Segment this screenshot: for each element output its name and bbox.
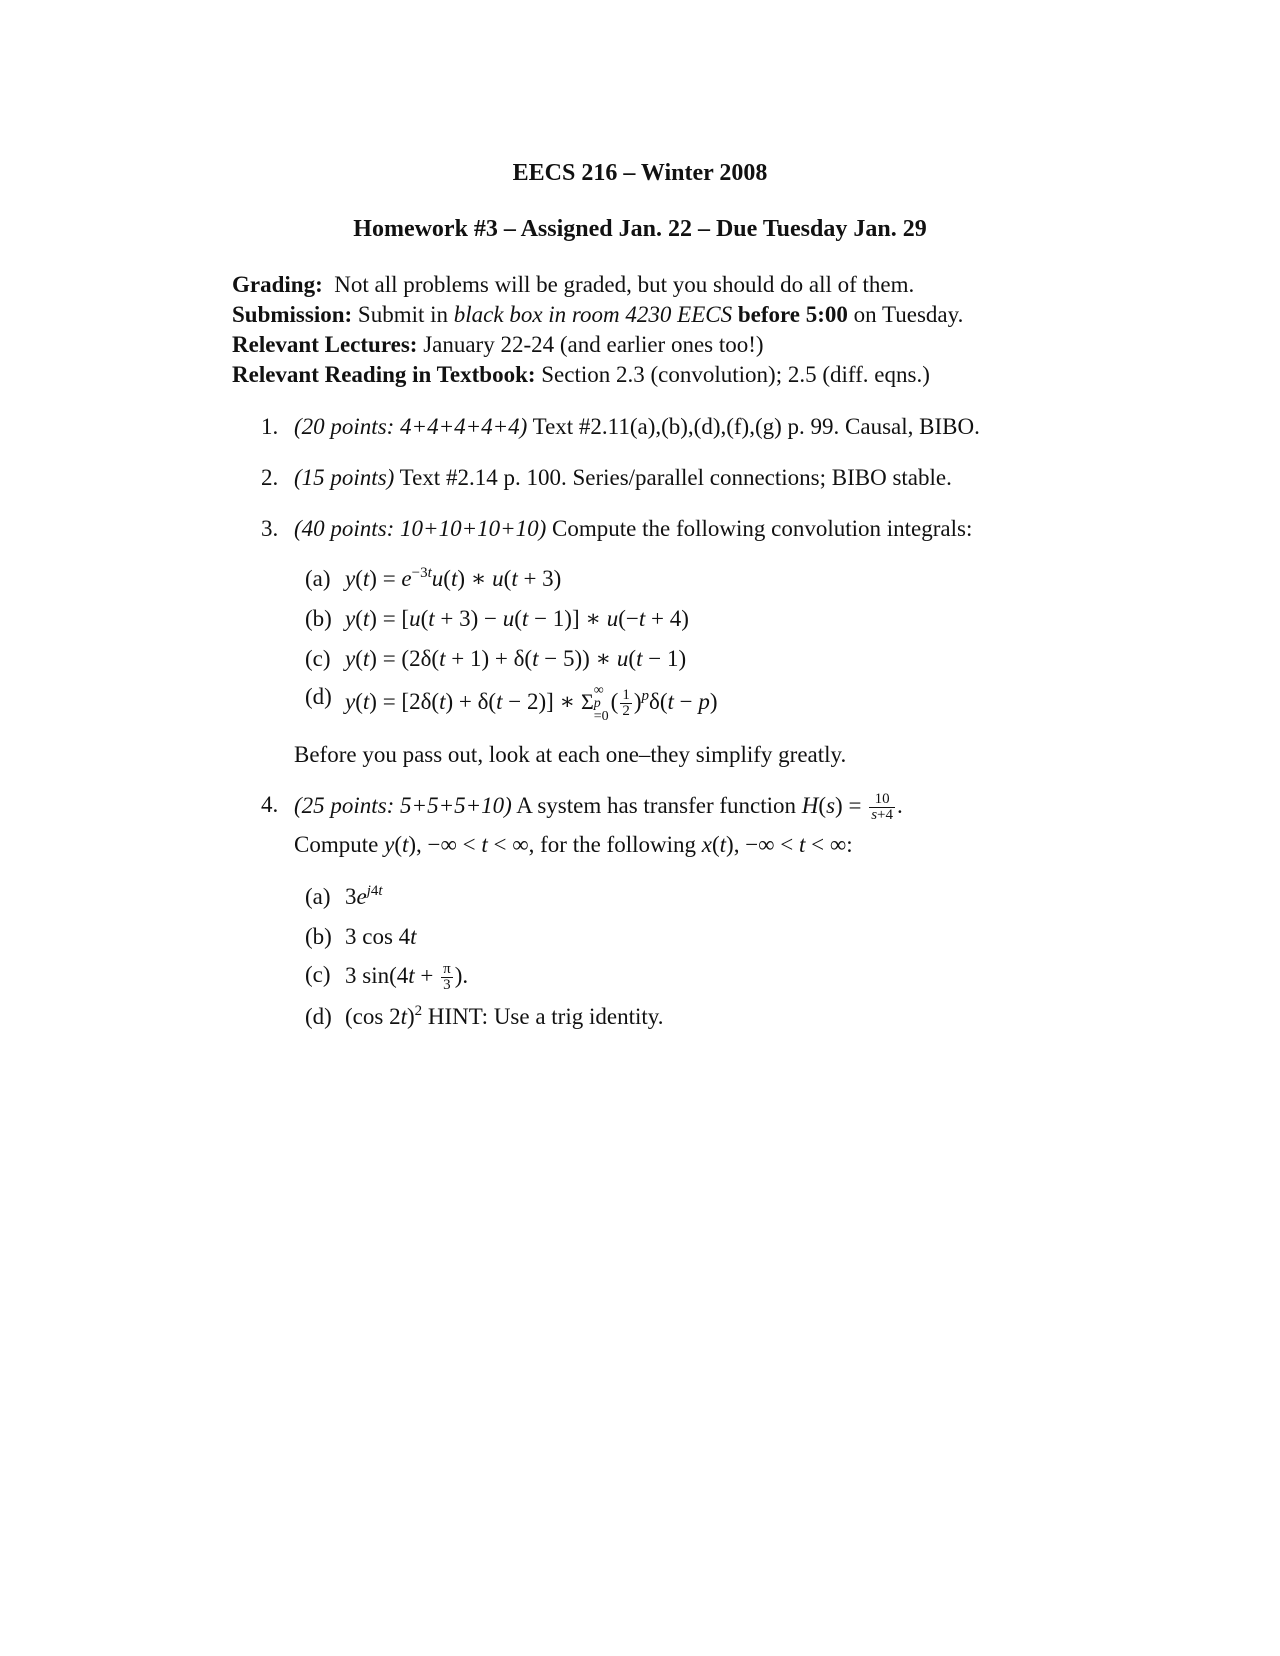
course-title: EECS 216 – Winter 2008 <box>512 160 768 186</box>
part-label: (d) <box>305 1004 332 1029</box>
reading-label: Relevant Reading in Textbook: <box>232 362 536 387</box>
math-expression: y(t) = [u(t + 3) − u(t − 1)] ∗ u(−t + 4) <box>345 606 689 631</box>
part-label: (c) <box>305 646 331 671</box>
problem-number: 1. <box>261 414 279 439</box>
problem-points: (20 points: 4+4+4+4+4) <box>294 414 528 439</box>
problem-4-line2 <box>294 832 853 858</box>
submission-time: before 5:00 <box>737 302 848 327</box>
reading-line <box>232 360 930 390</box>
math-expression: y(t) = [2δ(t) + δ(t − 2)] ∗ Σ ∞ p =0 ( $\frac{1}{2}$ )$^p$δ(t − p) <box>345 683 718 724</box>
problem-number: 2. <box>261 465 279 490</box>
math-expression: $y(t) = e^{-3t}u(t)$ ∗ u(t + 3) <box>345 565 562 591</box>
compute-label: Compute <box>294 832 379 857</box>
problem-points: (40 points: 10+10+10+10) <box>294 516 547 541</box>
part-label: (c) <box>305 962 331 987</box>
problem-points: (15 points) <box>294 465 395 490</box>
problem-points: (25 points: 5+5+5+10) <box>294 792 512 818</box>
submission-label: Submission: <box>232 302 353 327</box>
reading-text: Section 2.3 (convolution); 2.5 (diff. eqns.) <box>541 362 930 387</box>
problem-text: Text #2.11(a),(b),(d),(f),(g) p. 99. Causal, BIBO. <box>532 414 980 439</box>
problem-number: 4. <box>261 792 279 817</box>
problem-number: 3. <box>261 516 279 541</box>
submission-line <box>232 300 963 330</box>
grading-label: Grading: <box>232 272 323 297</box>
math-expression: $3e^{j4t}$ <box>345 883 383 909</box>
problem-text: Compute the following convolution integrals: <box>552 516 973 541</box>
lectures-line <box>232 330 764 360</box>
part-label: (b) <box>305 606 332 631</box>
part-label: (a) <box>305 884 331 909</box>
math-expression: x(t), −∞ < t < ∞: <box>701 832 853 857</box>
submission-post: on Tuesday. <box>853 302 964 327</box>
lectures-label: Relevant Lectures: <box>232 332 418 357</box>
part-label: (b) <box>305 924 332 949</box>
problem-3-note: Before you pass out, look at each one–they simplify greatly. <box>294 742 847 767</box>
following-label: , for the following <box>528 832 696 857</box>
assignment-title: Homework #3 – Assigned Jan. 22 – Due Tuesday Jan. 29 <box>353 216 927 242</box>
problem-text: A system has transfer function <box>516 792 797 818</box>
part-label: (d) <box>305 684 332 709</box>
math-expression: (cos 2t)$^2$ HINT: Use a trig identity. <box>345 1003 664 1029</box>
math-expression: y(t), −∞ < t < ∞ <box>384 832 529 857</box>
lectures-text: January 22-24 (and earlier ones too!) <box>423 332 764 357</box>
hint-text: HINT: Use a trig identity. <box>427 1004 664 1029</box>
math-expression: 3 sin(4t + $\frac{\pi}{3}$ ). <box>345 961 469 993</box>
math-expression: y(t) = (2δ(t + 1) + δ(t − 5)) ∗ u(t − 1) <box>345 646 687 671</box>
math-expression: 3 cos 4t <box>345 924 417 949</box>
grading-text: Not all problems will be graded, but you should do all of them. <box>334 272 915 297</box>
problem-text: Text #2.14 p. 100. Series/parallel connections; BIBO stable. <box>399 465 952 490</box>
part-label: (a) <box>305 566 331 591</box>
grading-line <box>232 270 914 300</box>
transfer-function: H(s) = $\frac{10}{s+4}$ . <box>801 791 903 823</box>
submission-place: black box in room 4230 EECS <box>453 302 733 327</box>
submission-pre: Submit in <box>357 302 449 327</box>
